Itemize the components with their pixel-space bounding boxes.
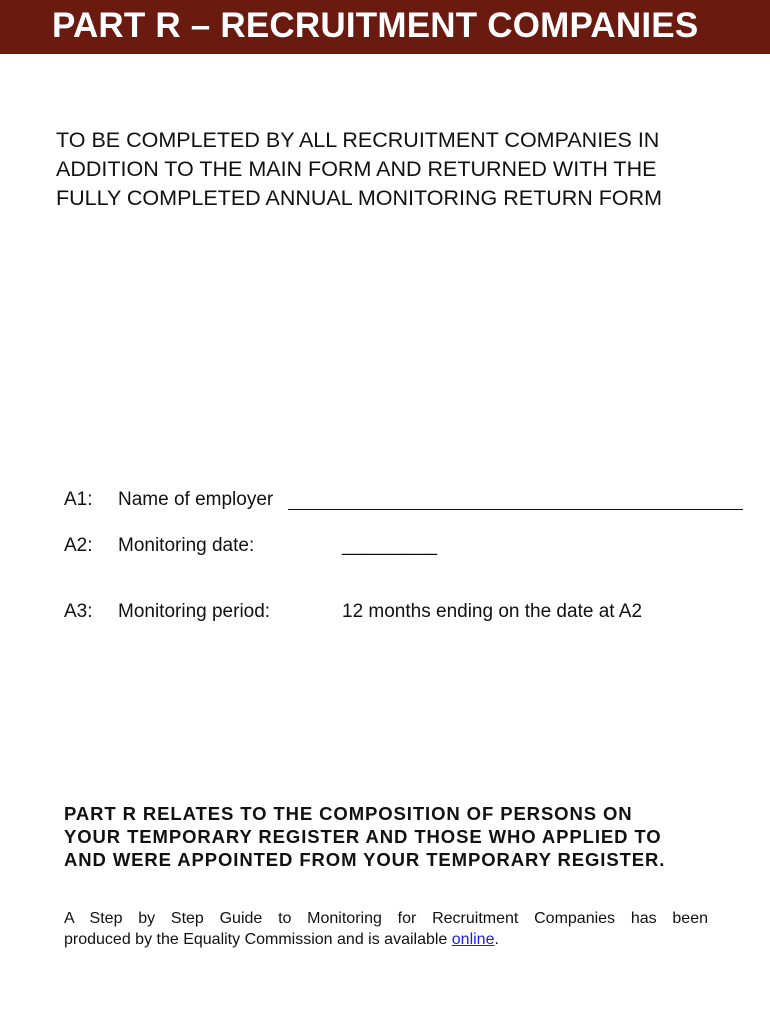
monitoring-period-value: 12 months ending on the date at A2 [342, 601, 643, 622]
header-bar [0, 0, 770, 54]
field-a3-number: A3: [64, 601, 93, 622]
employer-name-field[interactable] [288, 509, 743, 510]
field-a1 [64, 488, 754, 518]
guide-paragraph [64, 908, 708, 950]
field-a3-label: Monitoring period: [118, 601, 271, 622]
intro-line: FULLY COMPLETED ANNUAL MONITORING RETURN FORM [56, 186, 663, 210]
guide-line [64, 929, 708, 950]
guide-period: . [494, 931, 499, 948]
field-a2-label: Monitoring date: [118, 535, 255, 556]
part-r-notice [64, 802, 714, 871]
guide-line: A Step by Step Guide to Monitoring for Recruitment Companies has been [64, 910, 708, 927]
notice-line: PART R RELATES TO THE COMPOSITION OF PERSONS ON [64, 803, 633, 824]
page-title: PART R – RECRUITMENT COMPANIES [52, 6, 699, 45]
online-link[interactable]: online [451, 931, 495, 948]
intro-line: ADDITION TO THE MAIN FORM AND RETURNED WITH THE [56, 157, 657, 181]
guide-text: produced by the Equality Commission and is available [64, 931, 452, 948]
field-a1-number: A1: [64, 489, 93, 510]
intro-line: TO BE COMPLETED BY ALL RECRUITMENT COMPANIES IN [56, 128, 660, 152]
monitoring-date-field[interactable]: _________ [342, 535, 438, 556]
intro-instructions [56, 126, 746, 213]
field-a2-number: A2: [64, 535, 93, 556]
notice-line: YOUR TEMPORARY REGISTER AND THOSE WHO APPLIED TO [64, 826, 662, 847]
field-a1-label: Name of employer [118, 489, 274, 510]
notice-line: AND WERE APPOINTED FROM YOUR TEMPORARY REGISTER. [64, 849, 666, 870]
